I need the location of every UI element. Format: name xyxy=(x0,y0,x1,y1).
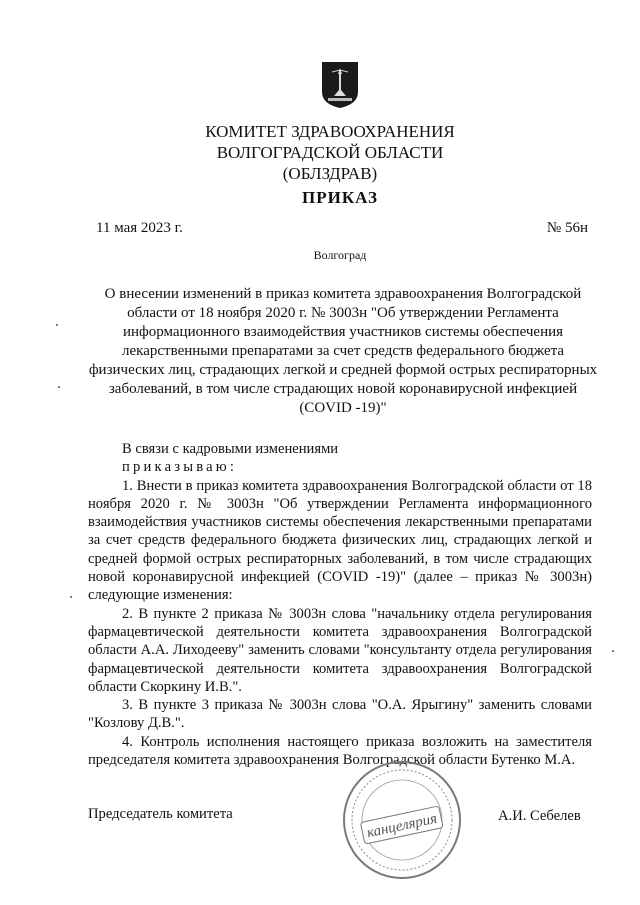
order-item-2: 2. В пункте 2 приказа № 3003н слова "начальнику отдела регулирования фармацевтической деятельности комитета здравоохранения Волгоградской области А.А. Лиходееву" заменить словами "консультанту отдела регулирования фармацевтической деятельности комитета здравоохранения Волгоградской области Скоркину И.В.". xyxy=(88,605,592,695)
scan-speck xyxy=(56,324,58,326)
scan-speck xyxy=(58,386,60,388)
scan-speck xyxy=(70,596,72,598)
order-item-4: 4. Контроль исполнения настоящего приказа возложить на заместителя председателя комитета здравоохранения Волгоградской области Бутенко М.А. xyxy=(88,733,592,769)
office-stamp xyxy=(340,758,465,883)
org-name-line3: (ОБЛЗДРАВ) xyxy=(282,164,378,183)
preamble: В связи с кадровыми изменениями xyxy=(122,441,339,457)
order-word: приказываю: xyxy=(122,459,238,476)
stamp-text: канцелярия xyxy=(365,810,439,842)
scan-speck xyxy=(612,650,614,652)
document-body xyxy=(88,440,592,769)
org-name-line1: КОМИТЕТ ЗДРАВООХРАНЕНИЯ xyxy=(205,122,455,141)
coat-of-arms-emblem xyxy=(320,60,360,110)
signatory-name: А.И. Себелев xyxy=(498,808,581,824)
document-type: ПРИКАЗ xyxy=(302,188,378,207)
organization-header xyxy=(0,121,640,184)
signatory-position: Председатель комитета xyxy=(88,806,233,822)
document-city: Волгоград xyxy=(313,248,367,262)
org-name-line2: ВОЛГОГРАДСКОЙ ОБЛАСТИ xyxy=(216,143,444,162)
document-subject: О внесении изменений в приказ комитета здравоохранения Волгоградской области от 18 ноября 2020 г. № 3003н "Об утверждении Регламента информационного взаимодействия участников системы обеспечения лекарственными препаратами за счет средств федерального бюджета физических лиц, страдающих легкой и средней формой острых респираторных заболеваний, в том числе страдающих новой коронавирусной инфекцией (COVID -19)" xyxy=(88,286,598,416)
document-number: № 56н xyxy=(546,220,588,236)
document-date: 11 мая 2023 г. xyxy=(96,220,183,236)
order-item-3: 3. В пункте 3 приказа № 3003н слова "О.А. Ярыгину" заменить словами "Козлову Д.В.". xyxy=(88,697,592,732)
order-item-1: 1. Внести в приказ комитета здравоохранения Волгоградской области от 18 ноября 2020 г. № 3003н "Об утверждении Регламента информационного взаимодействия участников системы обеспечения лекарственными препаратами за счет средств федерального бюджета физических лиц, страдающих легкой и средней формой острых респираторных заболеваний, в том числе страдающих новой коронавирусной инфекцией (COVID -19)" (далее – приказ № 3003н) следующие изменения: xyxy=(88,477,592,604)
